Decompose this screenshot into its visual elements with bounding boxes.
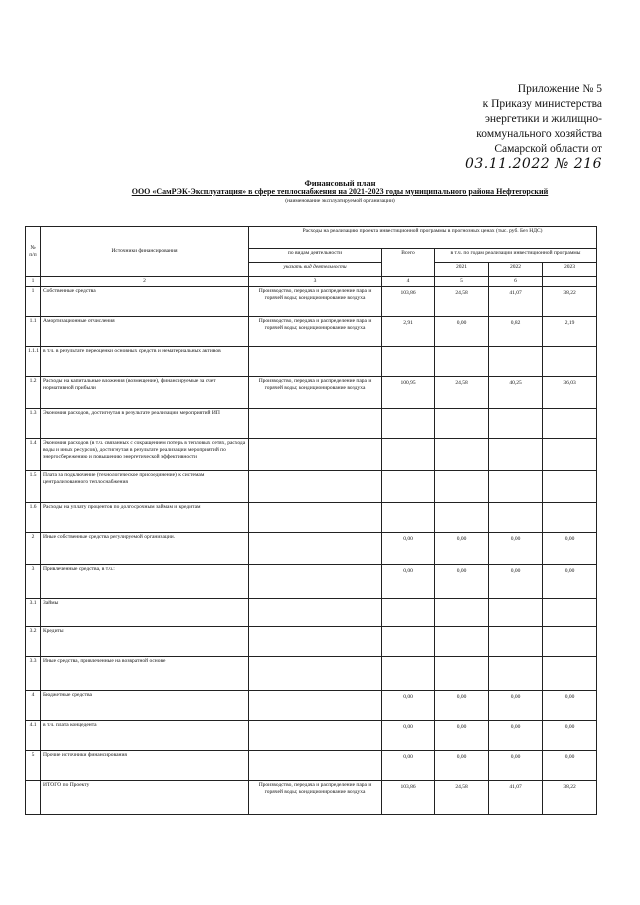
row-2021-cell [435,439,489,471]
header-activity-note: указать вид деятельности [249,263,382,277]
row-activity-cell [249,599,382,627]
row-total-cell [382,503,435,533]
row-total-cell [382,439,435,471]
appendix-line-5: Самарской области от [494,143,602,155]
row-2022-cell [489,471,543,503]
table-row [26,317,597,347]
row-activity-cell [249,409,382,439]
row-number-cell: 1.1.1 [26,347,41,377]
row-2023-cell [543,657,597,691]
row-2021-cell: 0,00 [435,751,489,781]
row-source-cell: Иные средства, привлеченные на возвратной основе [41,657,249,691]
row-activity-cell [249,533,382,565]
row-2023-cell [543,347,597,377]
table-row [26,471,597,503]
row-activity-cell [249,657,382,691]
row-2021-cell [435,471,489,503]
row-source-cell: Займы [41,599,249,627]
row-2021-cell: 0,00 [435,565,489,599]
row-2022-cell: 0,00 [489,691,543,721]
row-source-cell: Кредиты [41,627,249,657]
row-number-cell: 3.1 [26,599,41,627]
row-source-cell: в т.ч. плата концедента [41,721,249,751]
row-number-cell: 4 [26,691,41,721]
row-2023-cell: 2,19 [543,317,597,347]
row-activity-cell: Производство, передача и распределение пара и горячей воды; кондиционирование воздуха [249,287,382,317]
row-total-cell: 0,00 [382,691,435,721]
row-2021-cell: 0,00 [435,721,489,751]
row-activity-cell [249,503,382,533]
header-source: Источники финансирования [41,227,249,277]
row-total-cell: 0,00 [382,533,435,565]
row-2023-cell: 38,22 [543,781,597,815]
colnum-cell: 3 [249,277,382,287]
row-2021-cell [435,503,489,533]
row-source-cell: Привлеченные средства, в т.ч.: [41,565,249,599]
row-2023-cell: 0,00 [543,691,597,721]
appendix-line-4: коммунального хозяйства [476,128,602,140]
row-source-cell: Экономия расходов (в т.ч. связанных с сокращением потерь в тепловых сетях, расхода воды и иных ресурсов), достигнутая в результате реализации мероприятий по энергосбережению и повышению энергетической эффективности [41,439,249,471]
financial-plan-table [25,226,597,815]
row-total-cell [382,627,435,657]
row-activity-cell [249,347,382,377]
row-2022-cell: 0,00 [489,751,543,781]
row-activity-cell: Производство, передача и распределение пара и горячей воды; кондиционирование воздуха [249,781,382,815]
row-2022-cell: 41,07 [489,287,543,317]
row-2023-cell: 0,00 [543,751,597,781]
table-row [26,439,597,471]
row-2022-cell: 0,00 [489,533,543,565]
row-2021-cell [435,347,489,377]
row-activity-cell [249,751,382,781]
row-number-cell: 1 [26,287,41,317]
row-total-cell: 100,95 [382,377,435,409]
row-2023-cell [543,409,597,439]
row-2022-cell [489,599,543,627]
row-source-cell: Иные собственные средства регулируемой организации. [41,533,249,565]
row-total-cell [382,599,435,627]
row-2021-cell [435,409,489,439]
row-2022-cell [489,627,543,657]
row-2022-cell: 0,00 [489,721,543,751]
header-activity: по видам деятельности [249,249,382,263]
row-2021-cell: 24,58 [435,287,489,317]
row-number-cell: 1.1 [26,317,41,347]
row-2022-cell: 40,25 [489,377,543,409]
row-total-cell: 0,00 [382,565,435,599]
row-number-cell: 3 [26,565,41,599]
table-row [26,533,597,565]
appendix-line-1: Приложение № 5 [517,83,602,95]
row-activity-cell [249,565,382,599]
row-number-cell: 5 [26,751,41,781]
appendix-block [465,82,602,172]
colnum-cell: 1 [26,277,41,287]
header-num: № п/п [26,227,41,277]
row-total-cell [382,409,435,439]
table-row [26,627,597,657]
row-2023-cell: 0,00 [543,565,597,599]
row-activity-cell [249,691,382,721]
row-2021-cell: 24,58 [435,781,489,815]
appendix-line-2: к Приказу министерства [482,98,602,110]
table-row [26,503,597,533]
row-number-cell: 2 [26,533,41,565]
row-activity-cell [249,439,382,471]
row-number-cell: 1.4 [26,439,41,471]
handwritten-date-number: 03.11.2022 № 216 [464,156,602,172]
appendix-line-3: энергетики и жилищно- [484,113,602,125]
row-total-cell [382,657,435,691]
row-2023-cell [543,439,597,471]
row-2022-cell [489,439,543,471]
column-number-row [26,277,597,287]
table-body [26,277,597,815]
row-2023-cell [543,503,597,533]
row-source-cell: Расходы на капитальные вложения (возмещение), финансируемые за счет нормативной прибыли [41,377,249,409]
row-2021-cell: 24,58 [435,377,489,409]
colnum-cell: 5 [435,277,489,287]
row-2023-cell: 38,22 [543,287,597,317]
row-activity-cell [249,627,382,657]
row-2022-cell: 41,07 [489,781,543,815]
table-row [26,781,597,815]
row-source-cell: Плата за подключение (технологическое присоединение) к системам централизованного теплоснабжения [41,471,249,503]
row-total-cell: 2,91 [382,317,435,347]
row-source-cell: Расходы на уплату процентов по долгосрочным займам и кредитам [41,503,249,533]
header-year-2021: 2021 [435,263,489,277]
header-year-2022: 2022 [489,263,543,277]
row-number-cell: 1.5 [26,471,41,503]
row-number-cell: 1.3 [26,409,41,439]
colnum-cell: 6 [489,277,543,287]
table-row [26,691,597,721]
row-number-cell: 1.6 [26,503,41,533]
colnum-cell [543,277,597,287]
row-2022-cell: 0,00 [489,565,543,599]
row-source-cell: в т.ч. в результате переоценки основных средств и нематериальных активов [41,347,249,377]
row-2023-cell [543,599,597,627]
row-total-cell: 0,00 [382,721,435,751]
row-2021-cell: 0,00 [435,317,489,347]
row-2021-cell [435,627,489,657]
row-2022-cell [489,409,543,439]
row-activity-cell [249,721,382,751]
header-expenses: Расходы на реализацию проекта инвестиционной программы в прогнозных ценах (тыс. руб. Без НДС) [249,227,597,249]
row-total-cell [382,471,435,503]
document-subtitle-note: (наименование эксплуатируемой организации) [285,198,395,204]
row-source-cell: ИТОГО по Проекту [41,781,249,815]
row-activity-cell: Производство, передача и распределение пара и горячей воды; кондиционирование воздуха [249,377,382,409]
row-2023-cell: 0,00 [543,721,597,751]
table-row [26,751,597,781]
row-2021-cell: 0,00 [435,691,489,721]
row-number-cell: 4.1 [26,721,41,751]
row-activity-cell: Производство, передача и распределение пара и горячей воды; кондиционирование воздуха [249,317,382,347]
row-2022-cell: 0,82 [489,317,543,347]
table-row [26,599,597,627]
row-number-cell: 3.3 [26,657,41,691]
row-2022-cell [489,503,543,533]
table-row [26,565,597,599]
header-total: Всего [382,249,435,277]
row-2023-cell [543,471,597,503]
table-row [26,409,597,439]
header-by-years: в т.ч. по годам реализации инвестиционной программы [435,249,597,263]
row-total-cell [382,347,435,377]
table-row [26,347,597,377]
row-total-cell: 0,00 [382,751,435,781]
row-source-cell: Экономия расходов, достигнутая в результате реализации мероприятий ИП [41,409,249,439]
table-row [26,721,597,751]
row-2022-cell [489,347,543,377]
row-2023-cell: 36,03 [543,377,597,409]
header-year-2023: 2023 [543,263,597,277]
row-total-cell: 103,86 [382,781,435,815]
table-row [26,377,597,409]
row-number-cell: 3.2 [26,627,41,657]
row-source-cell: Собственные средства [41,287,249,317]
colnum-cell: 4 [382,277,435,287]
row-2021-cell: 0,00 [435,533,489,565]
row-number-cell: 1.2 [26,377,41,409]
document-subtitle: ООО «СамРЭК-Эксплуатация» в сфере теплоснабжения на 2021-2023 годы муниципального района Нефтегорский [131,187,549,196]
row-source-cell: Амортизационные отчисления [41,317,249,347]
row-number-cell [26,781,41,815]
row-activity-cell [249,471,382,503]
table-row [26,657,597,691]
row-source-cell: Бюджетные средства [41,691,249,721]
row-2023-cell: 0,00 [543,533,597,565]
table-row [26,287,597,317]
row-2021-cell [435,599,489,627]
row-total-cell: 103,86 [382,287,435,317]
row-source-cell: Прочие источники финансирования [41,751,249,781]
document-title: Финансовый план [304,178,376,188]
row-2021-cell [435,657,489,691]
row-2023-cell [543,627,597,657]
colnum-cell: 2 [41,277,249,287]
row-2022-cell [489,657,543,691]
